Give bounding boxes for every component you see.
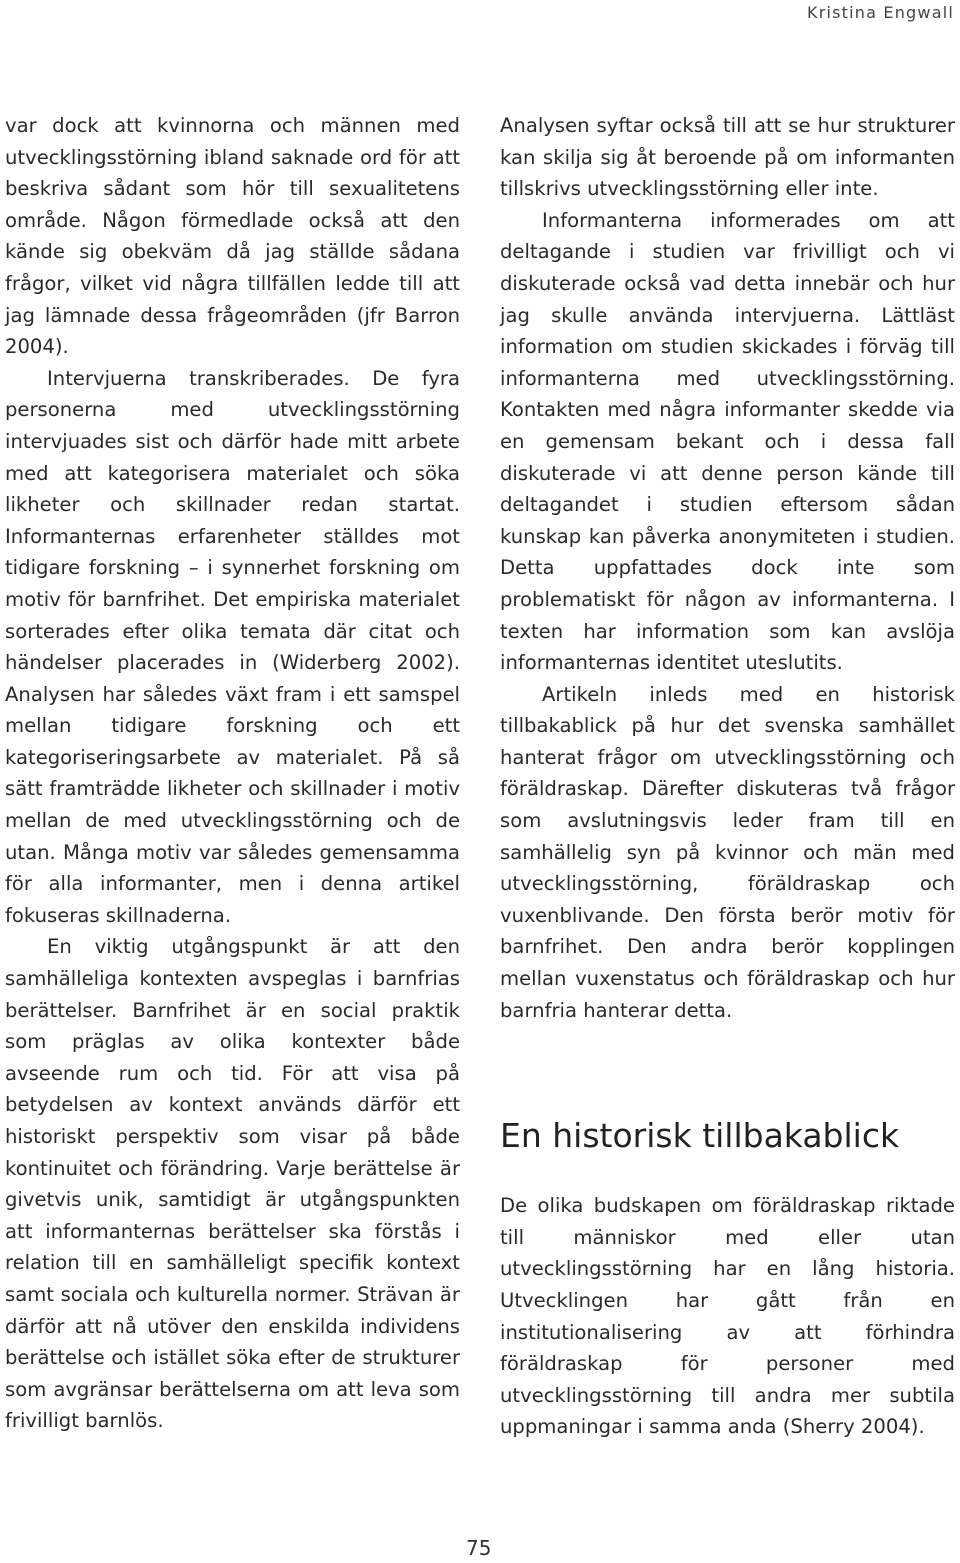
paragraph-continued: var dock att kvinnorna och männen med utvecklingsstörning ibland saknade ord för att beskriva sådant som hör till sexualitetens område. Någon förmedlade också att den kände sig obekväm då jag ställde sådana frågor, vilket vid några tillfällen ledde till att jag lämnade dessa frågeområden (jfr Barron 2004).	[5, 114, 460, 359]
right-text-column	[500, 110, 955, 1443]
left-text-column	[5, 110, 460, 1437]
paragraph-historical-background: De olika budskapen om föräldraskap riktade till människor med eller utan utvecklingsstörning har en lång historia. Utvecklingen har gått från en institutionalisering av att förhindra föräldraskap för personer med utvecklingsstörning till andra mer subtila uppmaningar i samma anda (Sherry 2004).	[500, 1194, 955, 1439]
section-heading: En historisk tillbakablick	[500, 1116, 900, 1156]
page-number: 75	[466, 1536, 492, 1560]
paragraph-starting-point: En viktig utgångspunkt är att den samhälleliga kontexten avspeglas i barnfrias berättelser. Barnfrihet är en social praktik som präglas av olika kontexter både avseende rum och tid. För att visa på betydelsen av kontext används därför ett historiskt perspektiv som visar på både kontinuitet och förändring. Varje berättelse är givetvis unik, samtidigt är utgångspunkten att informanternas berättelser ska förstås i relation till en samhälleligt specifik kontext samt sociala och kulturella normer. Strävan är därför att nå utöver den enskilda individens berättelse och istället söka efter de strukturer som avgränsar berättelserna om att leva som frivilligt barnlös.	[5, 935, 460, 1433]
paragraph-article-outline: Artikeln inleds med en historisk tillbakablick på hur det svenska samhället hanterat frågor om utvecklingsstörning och föräldraskap. Därefter diskuteras två frågor som avslutningsvis leder fram till en samhällelig syn på kvinnor och män med utvecklingsstörning, föräldraskap och vuxenblivande. Den första berör motiv för barnfrihet. Den andra berör kopplingen mellan vuxenstatus och föräldraskap och hur barnfria hanterar detta.	[500, 682, 955, 1022]
running-header-author: Kristina Engwall	[807, 3, 954, 22]
paragraph-informed-consent: Informanterna informerades om att deltagande i studien var frivilligt och vi diskuterade också vad detta innebär och hur jag skulle använda intervjuerna. Lättläst information om studien skickades i förväg till informanterna med utvecklingsstörning. Kontakten med några informanter skedde via en gemensam bekant och i dessa fall diskuterade vi att denne person kände till deltagandet i studien eftersom sådan kunskap kan påverka anonymiteten i studien. Detta uppfattades dock inte som problematiskt för någon av informanterna. I texten har information som kan avslöja informanternas identitet uteslutits.	[500, 208, 955, 675]
paragraph-analysis-aim: Analysen syftar också till att se hur strukturer kan skilja sig åt beroende på om informanten tillskrivs utvecklingsstörning eller inte.	[500, 114, 955, 201]
paragraph-transcription: Intervjuerna transkriberades. De fyra personerna med utvecklingsstörning intervjuades sist och därför hade mitt arbete med att kategorisera materialet och söka likheter och skillnader redan startat. Informanternas erfarenheter ställdes mot tidigare forskning – i synnerhet forskning om motiv för barnfrihet. Det empiriska materialet sorterades efter olika temata där citat och händelser placerades in (Widerberg 2002). Analysen har således växt fram i ett samspel mellan tidigare forskning och ett kategoriseringsarbete av materialet. På så sätt framträdde likheter och skillnader i motiv mellan de med utvecklingsstörning och de utan. Många motiv var således gemensamma för alla informanter, men i denna artikel fokuseras skillnaderna.	[5, 366, 460, 927]
